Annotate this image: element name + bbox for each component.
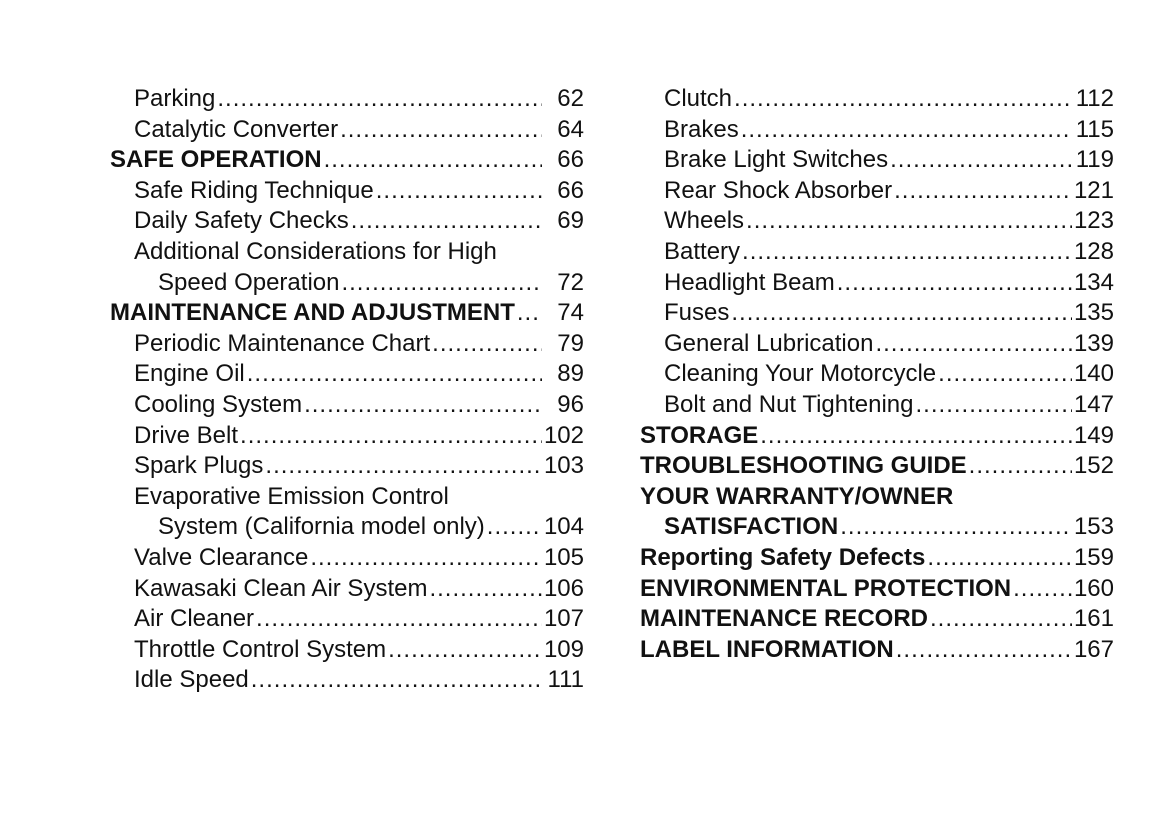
- toc-dot-leader: [487, 512, 542, 543]
- toc-entry-title: Catalytic Converter: [134, 115, 339, 143]
- toc-page-number: 149: [1073, 421, 1114, 449]
- toc-dot-leader: [310, 543, 542, 574]
- toc-entry-title: Safe Riding Technique: [134, 176, 374, 204]
- toc-page-number: 69: [557, 207, 584, 235]
- toc-left-column: [110, 84, 584, 696]
- toc-entry[interactable]: [110, 115, 584, 146]
- toc-dot-leader: [247, 359, 542, 390]
- toc-page-number: 140: [1073, 360, 1114, 388]
- toc-dot-leader: [742, 237, 1072, 268]
- toc-entry[interactable]: [110, 268, 584, 299]
- toc-dot-leader: [930, 604, 1072, 635]
- toc-entry[interactable]: [640, 268, 1114, 299]
- toc-entry-title: Bolt and Nut Tightening: [664, 390, 914, 418]
- toc-entry-title: MAINTENANCE AND ADJUSTMENT: [110, 299, 515, 327]
- toc-page-number: 106: [543, 574, 584, 602]
- toc-page-number: 105: [543, 543, 584, 571]
- toc-page-number: 153: [1073, 513, 1114, 541]
- toc-right-column: [640, 84, 1114, 665]
- toc-entry[interactable]: [110, 665, 584, 696]
- toc-dot-leader: [1013, 574, 1072, 605]
- toc-dot-leader: [388, 635, 542, 666]
- toc-entry-title: Kawasaki Clean Air System: [134, 574, 428, 602]
- toc-page-number: 112: [1075, 85, 1114, 112]
- toc-dot-leader: [896, 635, 1072, 666]
- toc-entry[interactable]: [640, 237, 1114, 268]
- toc-entry-title: Clutch: [664, 85, 733, 112]
- toc-entry-title: LABEL INFORMATION: [640, 635, 894, 663]
- toc-page-number: 74: [557, 299, 584, 327]
- toc-page-number: 72: [557, 268, 584, 296]
- toc-page-number: 161: [1073, 605, 1114, 633]
- toc-page-number: 107: [543, 605, 584, 633]
- toc-dot-leader: [341, 268, 542, 299]
- toc-entry-title: Valve Clearance: [134, 543, 309, 571]
- toc-page-number: 103: [543, 452, 584, 480]
- toc-entry[interactable]: [640, 390, 1114, 421]
- toc-entry-title: Brakes: [664, 115, 739, 143]
- toc-entry-title: System (California model only): [158, 513, 485, 541]
- toc-page-number: 115: [1075, 115, 1114, 143]
- toc-entry[interactable]: [110, 512, 584, 543]
- toc-page-number: 64: [557, 115, 584, 143]
- toc-page-number: 160: [1073, 574, 1114, 602]
- toc-entry-title: Idle Speed: [134, 666, 249, 694]
- toc-page-number: 109: [543, 635, 584, 663]
- toc-entry-title: Drive Belt: [134, 421, 239, 449]
- toc-entry-title: Headlight Beam: [664, 268, 835, 296]
- toc-entry[interactable]: [640, 145, 1114, 176]
- toc-dot-leader: [324, 145, 542, 176]
- toc-entry-title: YOUR WARRANTY/OWNER: [640, 482, 954, 510]
- toc-entry[interactable]: [640, 482, 1114, 513]
- toc-entry-title: Air Cleaner: [134, 605, 255, 633]
- toc-dot-leader: [894, 176, 1072, 207]
- toc-dot-leader: [969, 451, 1072, 482]
- toc-dot-leader: [376, 176, 542, 207]
- toc-entry-title: SATISFACTION: [664, 513, 839, 541]
- toc-entry-title: Battery: [664, 237, 741, 265]
- toc-entry[interactable]: [110, 604, 584, 635]
- toc-dot-leader: [840, 512, 1072, 543]
- toc-entry-title: Reporting Safety Defects: [640, 543, 926, 571]
- toc-page-number: 147: [1073, 390, 1114, 418]
- toc-dot-leader: [734, 84, 1072, 115]
- toc-entry[interactable]: [640, 359, 1114, 390]
- toc-dot-leader: [927, 543, 1072, 574]
- toc-entry[interactable]: [110, 390, 584, 421]
- toc-entry-title: General Lubrication: [664, 329, 874, 357]
- toc-entry[interactable]: [110, 206, 584, 237]
- toc-entry-title: STORAGE: [640, 421, 759, 449]
- toc-page-number: 123: [1073, 207, 1114, 235]
- toc-page-number: 119: [1075, 146, 1114, 174]
- toc-dot-leader: [731, 298, 1072, 329]
- toc-entry[interactable]: [110, 421, 584, 452]
- toc-entry-title: ENVIRONMENTAL PROTECTION: [640, 574, 1012, 602]
- toc-entry-title: SAFE OPERATION: [110, 146, 322, 174]
- toc-dot-leader: [240, 421, 542, 452]
- toc-entry[interactable]: [110, 359, 584, 390]
- toc-dot-leader: [217, 84, 542, 115]
- toc-page-number: 128: [1073, 237, 1114, 265]
- toc-entry[interactable]: [640, 421, 1114, 452]
- toc-page-number: 139: [1073, 329, 1114, 357]
- toc-entry-title: Daily Safety Checks: [134, 207, 349, 235]
- toc-entry[interactable]: [110, 237, 584, 268]
- toc-entry[interactable]: [110, 451, 584, 482]
- toc-dot-leader: [251, 665, 542, 696]
- toc-entry-title: Cleaning Your Motorcycle: [664, 360, 937, 388]
- toc-entry[interactable]: [110, 84, 584, 115]
- toc-dot-leader: [837, 268, 1072, 299]
- toc-entry[interactable]: [110, 329, 584, 360]
- toc-dot-leader: [429, 574, 542, 605]
- toc-dot-leader: [432, 329, 542, 360]
- toc-page-number: 62: [557, 85, 584, 112]
- toc-page-number: 111: [547, 666, 584, 694]
- toc-page-number: 121: [1073, 176, 1114, 204]
- toc-entry[interactable]: [110, 635, 584, 666]
- toc-page-number: 79: [557, 329, 584, 357]
- toc-entry[interactable]: [110, 298, 584, 329]
- toc-entry[interactable]: [640, 176, 1114, 207]
- toc-entry-title: Spark Plugs: [134, 452, 264, 480]
- toc-dot-leader: [256, 604, 542, 635]
- toc-entry[interactable]: [640, 451, 1114, 482]
- toc-entry[interactable]: [640, 329, 1114, 360]
- toc-entry-title: MAINTENANCE RECORD: [640, 605, 928, 633]
- toc-page-number: 89: [557, 360, 584, 388]
- toc-page-number: 66: [557, 176, 584, 204]
- toc-page-number: 134: [1073, 268, 1114, 296]
- toc-entry[interactable]: [640, 206, 1114, 237]
- toc-dot-leader: [916, 390, 1072, 421]
- toc-dot-leader: [741, 115, 1072, 146]
- toc-page-number: 104: [543, 513, 584, 541]
- toc-page-number: 152: [1073, 452, 1114, 480]
- toc-entry[interactable]: [640, 512, 1114, 543]
- toc-entry[interactable]: [110, 145, 584, 176]
- toc-page-number: 96: [557, 390, 584, 418]
- toc-entry[interactable]: [640, 635, 1114, 666]
- toc-page-number: 135: [1073, 299, 1114, 327]
- toc-page-number: 167: [1073, 635, 1114, 663]
- toc-dot-leader: [938, 359, 1072, 390]
- toc-entry[interactable]: [110, 176, 584, 207]
- toc-dot-leader: [890, 145, 1072, 176]
- toc-entry-title: Fuses: [664, 299, 730, 327]
- toc-entry-title: TROUBLESHOOTING GUIDE: [640, 452, 967, 480]
- toc-entry-title: Periodic Maintenance Chart: [134, 329, 431, 357]
- toc-dot-leader: [265, 451, 542, 482]
- toc-entry-title: Engine Oil: [134, 360, 245, 388]
- toc-entry-title: Parking: [134, 85, 216, 112]
- toc-entry-title: Evaporative Emission Control: [134, 482, 449, 510]
- toc-entry-title: Cooling System: [134, 390, 303, 418]
- toc-entry-title: Brake Light Switches: [664, 146, 889, 174]
- toc-entry[interactable]: [640, 604, 1114, 635]
- toc-dot-leader: [760, 421, 1072, 452]
- toc-dot-leader: [746, 206, 1072, 237]
- toc-entry-title: Additional Considerations for High: [134, 237, 497, 265]
- toc-entry-title: Rear Shock Absorber: [664, 176, 893, 204]
- toc-entry[interactable]: [640, 543, 1114, 574]
- toc-dot-leader: [517, 298, 542, 329]
- toc-entry-title: Speed Operation: [158, 268, 340, 296]
- toc-entry[interactable]: [640, 84, 1114, 115]
- toc-entry[interactable]: [640, 574, 1114, 605]
- toc-entry[interactable]: [640, 115, 1114, 146]
- toc-entry[interactable]: [110, 543, 584, 574]
- toc-dot-leader: [875, 329, 1071, 360]
- toc-dot-leader: [351, 206, 542, 237]
- toc-page-number: 66: [557, 146, 584, 174]
- toc-page-number: 102: [543, 421, 584, 449]
- toc-entry-title: Wheels: [664, 207, 745, 235]
- toc-entry[interactable]: [110, 574, 584, 605]
- toc-page-number: 159: [1073, 543, 1114, 571]
- toc-entry-title: Throttle Control System: [134, 635, 387, 663]
- toc-entry[interactable]: [110, 482, 584, 513]
- toc-entry[interactable]: [640, 298, 1114, 329]
- toc-dot-leader: [304, 390, 542, 421]
- toc-dot-leader: [340, 115, 542, 146]
